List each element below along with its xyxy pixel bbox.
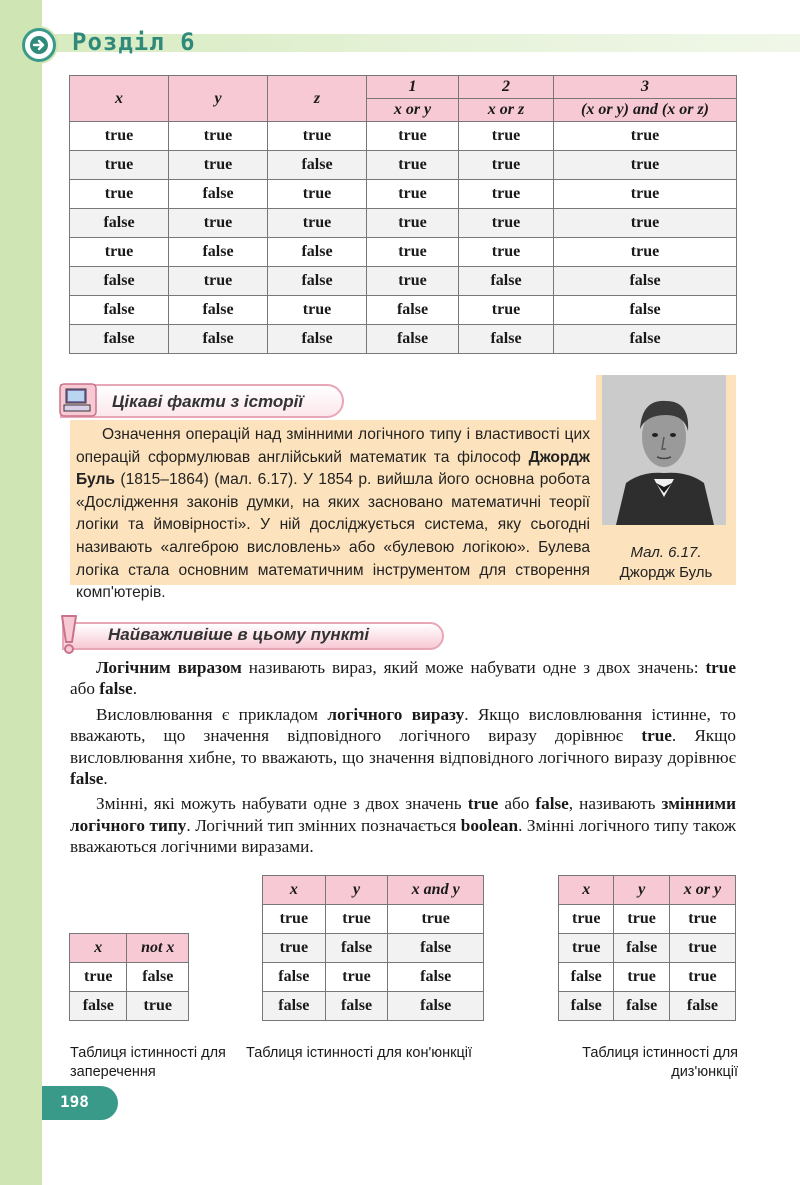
text-run: . — [103, 769, 108, 789]
text-run: . Якщо висловлювання хибне, то вважають, що значення відповідного логічного виразу дорівнює — [70, 726, 736, 767]
table-cell: true — [459, 122, 554, 151]
table-cell: false — [459, 267, 554, 296]
header-cell: y — [325, 876, 388, 905]
header-cell: x or y — [669, 876, 735, 905]
table-cell: true — [70, 151, 169, 180]
table-cell: true — [263, 934, 326, 963]
text-run: , називають — [568, 794, 662, 814]
table-cell: true — [554, 209, 737, 238]
text-run: . Логічний тип змінних позначається — [186, 815, 461, 835]
table-row — [70, 151, 737, 180]
table-cell: true — [268, 180, 367, 209]
table-cell: false — [325, 992, 388, 1021]
important-title: Найважливіше в цьому пункті — [108, 625, 370, 644]
table-cell: true — [367, 238, 459, 267]
term-boolean: boolean — [460, 815, 519, 835]
table-cell: true — [268, 209, 367, 238]
table-cell: true — [169, 267, 268, 296]
text-run: Змінні, які можуть набувати одне з двох значень — [96, 794, 468, 814]
header-cell: y — [169, 76, 268, 122]
figure-number: Мал. 6.17. — [630, 544, 702, 561]
table-cell: true — [388, 905, 484, 934]
table-cell: false — [169, 180, 268, 209]
table-cell: false — [614, 992, 669, 1021]
table-row — [559, 934, 736, 963]
header-cell: x — [70, 76, 169, 122]
table-cell: false — [169, 238, 268, 267]
table-row — [70, 267, 737, 296]
table-cell: false — [263, 992, 326, 1021]
text-run: . Якщо висловлювання істинне, то вважають, що значення відповідного логічного виразу дорівнює — [70, 704, 736, 746]
table-cell: true — [559, 905, 614, 934]
table-cell: true — [169, 209, 268, 238]
summary-paragraph-3 — [70, 793, 736, 857]
table-cell: false — [614, 934, 669, 963]
table-cell: false — [669, 992, 735, 1021]
table-cell: false — [268, 267, 367, 296]
table-row — [559, 992, 736, 1021]
table-cell: true — [70, 180, 169, 209]
table-cell: true — [268, 122, 367, 151]
table-cell: false — [268, 238, 367, 267]
table-cell: true — [127, 992, 189, 1021]
not-truth-table — [69, 933, 189, 1021]
facts-text-end: (1815–1864) (мал. 6.17). У 1854 р. вийшла його основна робота «Дослідження законів думки, на яких засновано математичні теорії логіки та ймовірності». У ній досліджується система, яку сьогодні називають «алгеброю висловлень» або «булевою логікою». Булева логіка стала основним математичним інструментом для створення комп'ютерів. — [76, 471, 590, 602]
chapter-title: Розділ 6 — [72, 28, 196, 56]
header-cell: 2 — [459, 76, 554, 99]
facts-paragraph — [76, 424, 590, 605]
summary-paragraph-1 — [70, 657, 736, 700]
table-cell: true — [614, 963, 669, 992]
table-cell: true — [367, 122, 459, 151]
summary-text — [70, 657, 736, 862]
table-row — [263, 905, 484, 934]
table-cell: false — [554, 325, 737, 354]
table-cell: true — [367, 209, 459, 238]
table-cell: true — [325, 963, 388, 992]
term-logical-expression: логічного виразу — [327, 704, 465, 724]
table-cell: true — [459, 296, 554, 325]
or-table-caption: Таблиця істинності для диз'юнкції — [582, 1045, 738, 1080]
table-cell: false — [367, 296, 459, 325]
and-truth-table — [262, 875, 484, 1021]
figure-name: Джордж Буль — [619, 564, 713, 581]
table-cell: true — [554, 122, 737, 151]
page-number: 198 — [60, 1092, 89, 1111]
table-cell: false — [169, 325, 268, 354]
table-cell: false — [559, 992, 614, 1021]
table-cell: true — [459, 238, 554, 267]
table-row — [70, 122, 737, 151]
table-cell: true — [70, 963, 127, 992]
table-cell: true — [669, 963, 735, 992]
table-cell: true — [459, 209, 554, 238]
table-cell: true — [367, 267, 459, 296]
text-run: називають вираз, який може набувати одне з двох значень: — [241, 658, 706, 677]
header-cell: x — [263, 876, 326, 905]
table-cell: false — [388, 934, 484, 963]
table-row — [559, 905, 736, 934]
term-true: true — [641, 726, 672, 746]
table-row — [263, 963, 484, 992]
table-cell: false — [70, 209, 169, 238]
text-run: Висловлювання є прикладом — [96, 704, 328, 724]
text-run: або — [70, 679, 100, 699]
table-cell: true — [367, 180, 459, 209]
header-cell: not x — [127, 934, 189, 963]
header-cell: x — [70, 934, 127, 963]
subheader-cell: x or y — [367, 99, 459, 122]
table-cell: false — [554, 267, 737, 296]
table-cell: true — [70, 122, 169, 151]
header-cell: x — [559, 876, 614, 905]
table-row — [559, 963, 736, 992]
table-cell: false — [388, 963, 484, 992]
table-row — [70, 992, 189, 1021]
table-cell: true — [554, 238, 737, 267]
header-cell: 1 — [367, 76, 459, 99]
table-cell: true — [169, 122, 268, 151]
table-cell: true — [459, 151, 554, 180]
table-cell: false — [554, 296, 737, 325]
table-cell: true — [554, 180, 737, 209]
facts-name-boole: Джордж Буль — [76, 448, 590, 489]
term-logical-variables: змінними логічного типу — [70, 794, 737, 835]
table-cell: false — [325, 934, 388, 963]
table-row — [70, 180, 737, 209]
facts-title: Цікаві факти з історії — [112, 392, 304, 411]
table-cell: false — [388, 992, 484, 1021]
table-cell: true — [669, 905, 735, 934]
subheader-cell: (x or y) and (x or z) — [554, 99, 737, 122]
table-cell: true — [669, 934, 735, 963]
main-truth-table — [69, 75, 737, 354]
table-cell: true — [268, 296, 367, 325]
header-cell: 3 — [554, 76, 737, 99]
table-cell: true — [459, 180, 554, 209]
table-cell: false — [268, 325, 367, 354]
computer-icon — [58, 382, 98, 418]
table-cell: false — [70, 267, 169, 296]
summary-paragraph-2 — [70, 704, 736, 790]
george-boole-portrait — [602, 375, 726, 525]
left-margin-band — [0, 0, 42, 1185]
table-row — [70, 238, 737, 267]
subheader-cell: x or z — [459, 99, 554, 122]
table-row — [263, 934, 484, 963]
table-cell: true — [70, 238, 169, 267]
exclamation-icon — [52, 612, 86, 656]
table-cell: false — [263, 963, 326, 992]
table-cell: true — [367, 151, 459, 180]
table-cell: true — [169, 151, 268, 180]
or-truth-table — [558, 875, 736, 1021]
term-false: false — [99, 679, 133, 699]
facts-text-start: Означення операцій над змінними логічного типу і властивості цих операцій сформулював англійський математик та філософ — [76, 426, 590, 466]
text-run: . Змінні логічного типу також вважаються логічними виразами. — [70, 815, 736, 857]
term-true: true — [467, 794, 499, 814]
table-cell: true — [263, 905, 326, 934]
table-cell: false — [70, 325, 169, 354]
table-row — [70, 209, 737, 238]
table-cell: false — [70, 992, 127, 1021]
term-logical-expression: Логічним виразом — [96, 658, 242, 677]
arrow-right-icon — [29, 35, 49, 55]
table-cell: false — [559, 963, 614, 992]
table-cell: true — [559, 934, 614, 963]
not-table-caption: Таблиця істинності для заперечення — [70, 1045, 226, 1080]
table-row — [70, 963, 189, 992]
header-cell: y — [614, 876, 669, 905]
table-cell: false — [268, 151, 367, 180]
table-cell: false — [127, 963, 189, 992]
text-run: або — [498, 794, 536, 814]
table-cell: true — [554, 151, 737, 180]
table-row — [263, 992, 484, 1021]
table-cell: false — [459, 325, 554, 354]
header-cell: x and y — [388, 876, 484, 905]
term-false: false — [535, 794, 569, 814]
table-cell: true — [614, 905, 669, 934]
and-table-caption: Таблиця істинності для кон'юнкції — [246, 1045, 473, 1061]
table-cell: false — [367, 325, 459, 354]
text-run: . — [132, 679, 137, 699]
table-row — [70, 325, 737, 354]
term-true: true — [705, 658, 736, 677]
table-cell: true — [325, 905, 388, 934]
term-false: false — [70, 769, 104, 789]
table-cell: false — [70, 296, 169, 325]
chapter-nav-button[interactable] — [22, 28, 56, 62]
header-cell: z — [268, 76, 367, 122]
table-cell: false — [169, 296, 268, 325]
portrait-caption — [598, 543, 734, 583]
table-row — [70, 296, 737, 325]
